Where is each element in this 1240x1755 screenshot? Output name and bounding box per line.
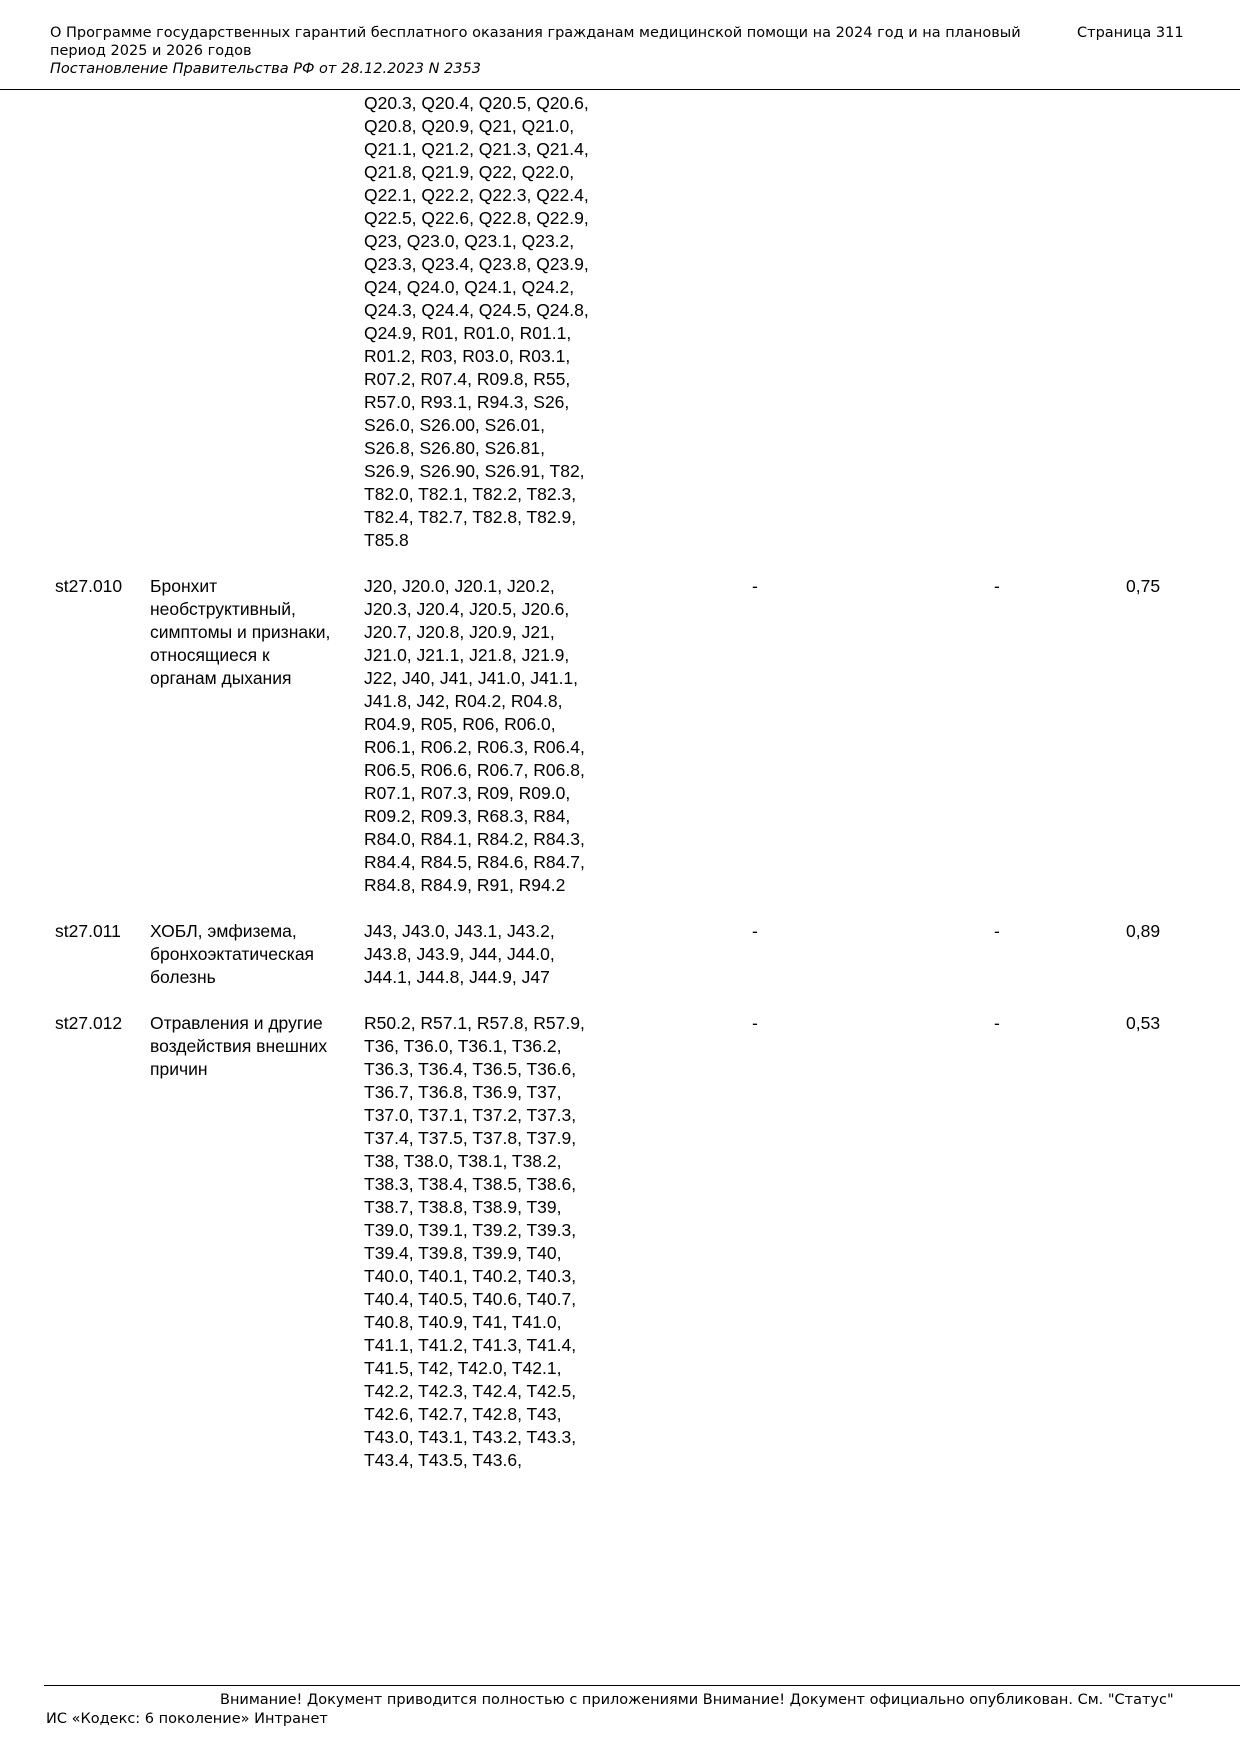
icd-code-line: Q24.3, Q24.4, Q24.5, Q24.8, <box>364 300 589 320</box>
icd-code-line: J20.7, J20.8, J20.9, J21, <box>364 622 555 642</box>
document-subtitle: Постановление Правительства РФ от 28.12.2023 N 2353 <box>50 61 481 77</box>
icd-code-line: Q20.8, Q20.9, Q21, Q21.0, <box>364 116 575 136</box>
row-name-line: органам дыхания <box>150 668 292 688</box>
icd-code-line: J22, J40, J41, J41.0, J41.1, <box>364 668 579 688</box>
icd-code-line: T43.0, T43.1, T43.2, T43.3, <box>364 1427 577 1447</box>
row-value-1: - <box>752 921 758 941</box>
row-name-line: воздействия внешних <box>150 1036 328 1056</box>
icd-code-line: Q20.3, Q20.4, Q20.5, Q20.6, <box>364 93 589 113</box>
row-value-2: - <box>994 576 1000 596</box>
icd-code-line: T37.0, T37.1, T37.2, T37.3, <box>364 1105 577 1125</box>
icd-code-line: J20.3, J20.4, J20.5, J20.6, <box>364 599 570 619</box>
row-name <box>150 575 360 690</box>
icd-code-line: T38.3, T38.4, T38.5, T38.6, <box>364 1174 577 1194</box>
icd-code-line: J21.0, J21.1, J21.8, J21.9, <box>364 645 570 665</box>
icd-code-line: Q24.9, R01, R01.0, R01.1, <box>364 323 572 343</box>
icd-code-line: T40.0, T40.1, T40.2, T40.3, <box>364 1266 577 1286</box>
icd-code-line: J44.1, J44.8, J44.9, J47 <box>364 967 550 987</box>
footer-system: ИС «Кодекс: 6 поколение» Интранет <box>46 1711 328 1727</box>
table-row <box>0 575 1240 897</box>
row-name <box>150 1012 360 1081</box>
table-row <box>0 1012 1240 1472</box>
icd-code-line: T41.1, T41.2, T41.3, T41.4, <box>364 1335 577 1355</box>
row-code: st27.011 <box>55 921 121 941</box>
icd-code-line: T82.4, T82.7, T82.8, T82.9, <box>364 507 577 527</box>
icd-code-line: T42.6, T42.7, T42.8, T43, <box>364 1404 562 1424</box>
icd-code-line: T36, T36.0, T36.1, T36.2, <box>364 1036 562 1056</box>
icd-code-line: Q23, Q23.0, Q23.1, Q23.2, <box>364 231 575 251</box>
icd-code-line: S26.0, S26.00, S26.01, <box>364 415 545 435</box>
row-name-line: ХОБЛ, эмфизема, <box>150 921 297 941</box>
row-icd-codes <box>364 92 664 552</box>
row-code: st27.010 <box>55 576 123 596</box>
row-value-1: - <box>752 1013 758 1033</box>
icd-code-line: T38.7, T38.8, T38.9, T39, <box>364 1197 562 1217</box>
row-name-line: бронхоэктатическая <box>150 944 315 964</box>
row-coefficient: 0,75 <box>1126 576 1161 596</box>
icd-code-line: R84.4, R84.5, R84.6, R84.7, <box>364 852 585 872</box>
icd-code-line: T85.8 <box>364 530 409 550</box>
icd-code-line: Q22.1, Q22.2, Q22.3, Q22.4, <box>364 185 589 205</box>
table-row <box>0 920 1240 989</box>
row-name-line: Бронхит <box>150 576 218 596</box>
icd-code-line: T82.0, T82.1, T82.2, T82.3, <box>364 484 577 504</box>
icd-code-line: J20, J20.0, J20.1, J20.2, <box>364 576 555 596</box>
icd-code-line: T38, T38.0, T38.1, T38.2, <box>364 1151 562 1171</box>
icd-code-line: J43.8, J43.9, J44, J44.0, <box>364 944 555 964</box>
icd-code-line: J41.8, J42, R04.2, R04.8, <box>364 691 563 711</box>
icd-table <box>0 92 1240 1495</box>
icd-code-line: R50.2, R57.1, R57.8, R57.9, <box>364 1013 585 1033</box>
document-title-line1: О Программе государственных гарантий бесплатного оказания гражданам медицинской помощи на 2024 год и на плановый <box>50 25 1021 41</box>
footer-divider <box>44 1685 1240 1686</box>
icd-code-line: J43, J43.0, J43.1, J43.2, <box>364 921 555 941</box>
icd-code-line: Q21.1, Q21.2, Q21.3, Q21.4, <box>364 139 589 159</box>
icd-code-line: R07.1, R07.3, R09, R09.0, <box>364 783 571 803</box>
icd-code-line: R09.2, R09.3, R68.3, R84, <box>364 806 571 826</box>
icd-code-line: T39.0, T39.1, T39.2, T39.3, <box>364 1220 577 1240</box>
row-name-line: необструктивный, <box>150 599 296 619</box>
row-name <box>150 920 360 989</box>
row-icd-codes <box>364 575 664 897</box>
icd-code-line: R07.2, R07.4, R09.8, R55, <box>364 369 571 389</box>
row-coefficient: 0,53 <box>1126 1013 1161 1033</box>
icd-code-line: R84.0, R84.1, R84.2, R84.3, <box>364 829 585 849</box>
row-name-line: симптомы и признаки, <box>150 622 331 642</box>
icd-code-line: R06.1, R06.2, R06.3, R06.4, <box>364 737 585 757</box>
icd-code-line: R57.0, R93.1, R94.3, S26, <box>364 392 570 412</box>
icd-code-line: T36.3, T36.4, T36.5, T36.6, <box>364 1059 577 1079</box>
row-icd-codes <box>364 1012 664 1472</box>
table-row <box>0 92 1240 552</box>
page-number: Страница 311 <box>1077 25 1184 41</box>
row-value-2: - <box>994 921 1000 941</box>
row-icd-codes <box>364 920 664 989</box>
row-value-2: - <box>994 1013 1000 1033</box>
icd-code-line: S26.9, S26.90, S26.91, T82, <box>364 461 585 481</box>
row-name-line: относящиеся к <box>150 645 270 665</box>
icd-code-line: S26.8, S26.80, S26.81, <box>364 438 545 458</box>
icd-code-line: R06.5, R06.6, R06.7, R06.8, <box>364 760 585 780</box>
icd-code-line: Q22.5, Q22.6, Q22.8, Q22.9, <box>364 208 589 228</box>
row-value-1: - <box>752 576 758 596</box>
row-code: st27.012 <box>55 1013 123 1033</box>
document-header <box>50 24 1030 78</box>
icd-code-line: T43.4, T43.5, T43.6, <box>364 1450 522 1470</box>
row-coefficient: 0,89 <box>1126 921 1161 941</box>
icd-code-line: R01.2, R03, R03.0, R03.1, <box>364 346 571 366</box>
row-name-line: причин <box>150 1059 208 1079</box>
row-name-line: Отравления и другие <box>150 1013 323 1033</box>
icd-code-line: Q24, Q24.0, Q24.1, Q24.2, <box>364 277 575 297</box>
icd-code-line: T42.2, T42.3, T42.4, T42.5, <box>364 1381 577 1401</box>
icd-code-line: R04.9, R05, R06, R06.0, <box>364 714 556 734</box>
icd-code-line: T39.4, T39.8, T39.9, T40, <box>364 1243 562 1263</box>
footer-notice: Внимание! Документ приводится полностью с приложениями Внимание! Документ официально опубликован. См. "Статус" <box>220 1692 1174 1708</box>
document-title-line2: период 2025 и 2026 годов <box>50 43 252 59</box>
row-name-line: болезнь <box>150 967 216 987</box>
icd-code-line: Q21.8, Q21.9, Q22, Q22.0, <box>364 162 575 182</box>
icd-code-line: T36.7, T36.8, T36.9, T37, <box>364 1082 562 1102</box>
icd-code-line: R84.8, R84.9, R91, R94.2 <box>364 875 566 895</box>
icd-code-line: T40.8, T40.9, T41, T41.0, <box>364 1312 562 1332</box>
icd-code-line: Q23.3, Q23.4, Q23.8, Q23.9, <box>364 254 589 274</box>
icd-code-line: T40.4, T40.5, T40.6, T40.7, <box>364 1289 577 1309</box>
icd-code-line: T41.5, T42, T42.0, T42.1, <box>364 1358 562 1378</box>
icd-code-line: T37.4, T37.5, T37.8, T37.9, <box>364 1128 577 1148</box>
header-divider <box>0 89 1240 90</box>
